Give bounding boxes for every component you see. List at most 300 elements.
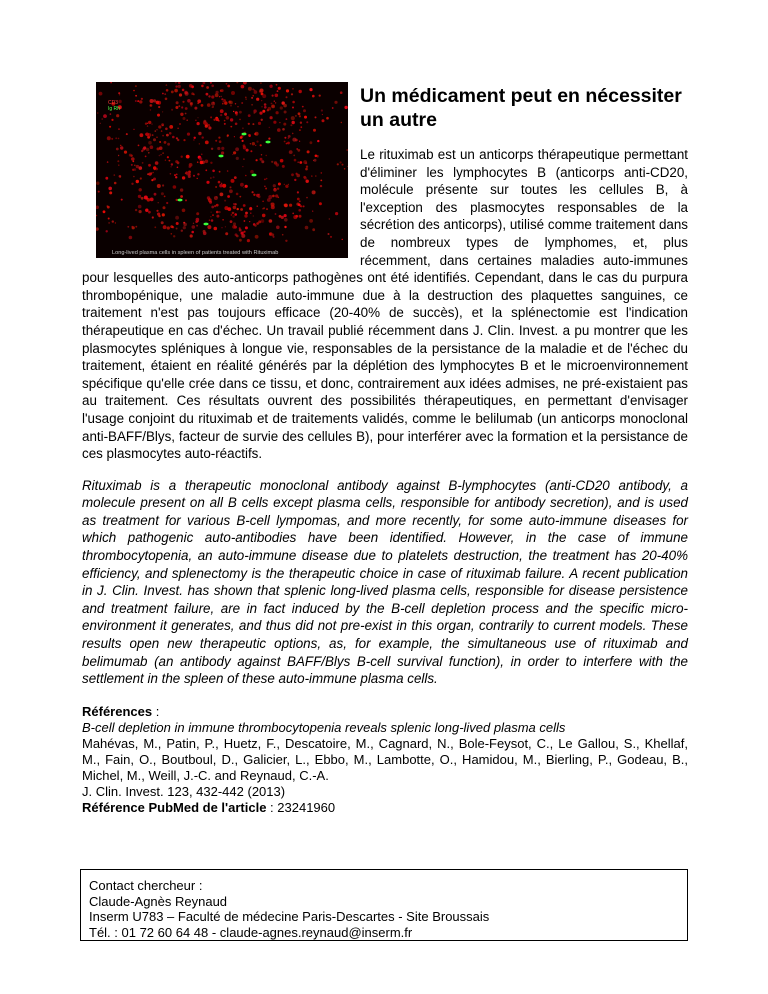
cell-dot bbox=[221, 147, 224, 150]
cell-dot bbox=[174, 89, 178, 93]
references-section bbox=[82, 704, 688, 816]
cell-dot bbox=[162, 135, 164, 137]
cell-dot bbox=[260, 158, 263, 161]
cell-dot bbox=[222, 219, 224, 221]
cell-dot bbox=[205, 125, 208, 128]
cell-dot bbox=[275, 102, 276, 103]
cell-dot bbox=[108, 218, 110, 220]
microscopy-image bbox=[96, 82, 348, 258]
cell-dot bbox=[185, 107, 188, 110]
cell-dot bbox=[175, 216, 179, 220]
cell-dot bbox=[183, 226, 186, 229]
cell-dot bbox=[342, 164, 344, 166]
cell-dot bbox=[214, 205, 216, 207]
cell-dot bbox=[204, 120, 207, 123]
cell-dot bbox=[96, 182, 99, 185]
cell-dot bbox=[134, 165, 136, 167]
cell-dot bbox=[312, 228, 315, 231]
cell-dot bbox=[292, 107, 294, 109]
cell-dot bbox=[206, 181, 209, 184]
cell-dot bbox=[205, 141, 209, 145]
cell-dot bbox=[291, 93, 293, 95]
cell-dot bbox=[124, 151, 127, 154]
cell-dot bbox=[299, 161, 302, 164]
cell-dot bbox=[195, 220, 198, 223]
cell-dot bbox=[111, 138, 113, 140]
cell-dot bbox=[261, 100, 262, 101]
cell-dot bbox=[139, 210, 142, 213]
cell-dot bbox=[145, 123, 147, 125]
cell-dot bbox=[256, 159, 258, 161]
cell-dot bbox=[244, 220, 246, 222]
cell-dot bbox=[211, 206, 214, 209]
cell-dot bbox=[213, 119, 215, 121]
cell-dot bbox=[197, 103, 198, 104]
cell-dot bbox=[164, 93, 166, 95]
cell-dot bbox=[139, 188, 142, 191]
cell-dot bbox=[203, 82, 206, 84]
cell-dot bbox=[150, 198, 154, 202]
cell-dot bbox=[115, 137, 117, 139]
cell-dot bbox=[131, 157, 135, 161]
legend-ig: Ig Rh bbox=[108, 106, 120, 112]
cell-dot bbox=[243, 204, 246, 207]
cell-dot bbox=[240, 136, 243, 139]
cell-dot bbox=[229, 189, 233, 193]
cell-dot bbox=[211, 95, 214, 98]
cell-dot bbox=[103, 114, 107, 118]
cell-dot bbox=[163, 225, 167, 229]
cell-dot bbox=[276, 111, 279, 114]
cell-dot bbox=[140, 133, 144, 137]
cell-dot bbox=[260, 82, 262, 84]
cell-dot bbox=[335, 212, 338, 215]
cell-dot bbox=[239, 229, 242, 232]
cell-dot bbox=[213, 176, 215, 178]
cell-dot bbox=[171, 233, 173, 235]
cell-dot bbox=[210, 82, 212, 84]
cell-dot bbox=[229, 101, 233, 105]
cell-dot bbox=[145, 156, 147, 158]
cell-dot bbox=[279, 122, 280, 123]
cell-dot bbox=[135, 100, 137, 102]
cell-dot bbox=[252, 142, 255, 145]
cell-dot bbox=[231, 179, 235, 183]
cell-dot bbox=[255, 132, 259, 136]
cell-dot bbox=[183, 139, 185, 141]
cell-dot bbox=[230, 105, 231, 106]
cell-dot bbox=[278, 197, 280, 199]
cell-dot bbox=[306, 121, 308, 123]
cell-dot bbox=[203, 232, 207, 236]
cell-dot bbox=[191, 231, 194, 234]
cell-dot bbox=[252, 95, 254, 97]
cell-dot bbox=[286, 143, 288, 145]
cell-dot bbox=[154, 226, 156, 228]
cell-dot bbox=[101, 118, 103, 120]
cell-dot bbox=[159, 155, 161, 157]
cell-dot bbox=[340, 161, 342, 163]
cell-dot bbox=[177, 128, 178, 129]
cell-dot bbox=[215, 140, 217, 142]
cell-dot bbox=[242, 140, 244, 142]
cell-dot bbox=[278, 87, 281, 90]
cell-dot bbox=[227, 85, 230, 88]
cell-dot bbox=[245, 212, 248, 215]
cell-dot bbox=[245, 226, 248, 229]
cell-dot bbox=[222, 103, 224, 105]
cell-dot bbox=[212, 170, 215, 173]
cell-dot bbox=[190, 102, 193, 105]
cell-dot bbox=[300, 205, 302, 207]
cell-dot bbox=[153, 166, 156, 169]
cell-dot bbox=[185, 199, 187, 201]
cell-dot bbox=[294, 179, 296, 181]
cell-dot bbox=[165, 128, 168, 131]
cell-dot bbox=[131, 164, 133, 166]
cell-dot bbox=[252, 191, 254, 193]
cell-dot bbox=[148, 211, 151, 214]
cell-dot bbox=[314, 191, 316, 193]
cell-dot bbox=[250, 143, 251, 144]
cell-dot bbox=[297, 198, 300, 201]
contact-details: Tél. : 01 72 60 64 48 - claude-agnes.reynaud@inserm.fr bbox=[89, 924, 413, 940]
cell-dot bbox=[233, 151, 236, 154]
cell-dot bbox=[291, 116, 295, 120]
cell-dot bbox=[162, 184, 164, 186]
cell-dot bbox=[330, 236, 332, 238]
cell-dot bbox=[235, 233, 238, 236]
contact-heading: Contact chercheur : bbox=[89, 878, 203, 893]
cell-dot bbox=[170, 173, 172, 175]
cell-dot bbox=[295, 115, 297, 117]
cell-dot bbox=[136, 180, 139, 183]
cell-dot bbox=[317, 156, 319, 158]
contact-affiliation: Inserm U783 – Faculté de médecine Paris-Descartes - Site Broussais bbox=[89, 909, 490, 924]
cell-dot bbox=[197, 117, 198, 118]
cell-dot bbox=[290, 124, 292, 126]
cell-dot bbox=[299, 141, 300, 142]
cell-dot bbox=[248, 123, 250, 125]
cell-dot bbox=[298, 209, 301, 212]
cell-dot bbox=[117, 160, 119, 162]
cell-dot bbox=[107, 206, 110, 209]
cell-dot bbox=[268, 107, 272, 111]
cell-dot bbox=[153, 99, 156, 102]
cell-dot bbox=[344, 168, 346, 170]
cell-dot bbox=[268, 138, 270, 140]
cell-dot bbox=[212, 214, 214, 216]
cell-dot bbox=[183, 117, 186, 120]
cell-dot bbox=[160, 154, 161, 155]
cell-dot bbox=[181, 106, 183, 108]
cell-dot bbox=[185, 172, 187, 174]
cell-dot bbox=[131, 226, 133, 228]
cell-dot bbox=[249, 207, 252, 210]
cell-dot bbox=[166, 202, 168, 204]
cell-dot bbox=[239, 239, 242, 242]
cell-dot bbox=[263, 207, 265, 209]
cell-dot bbox=[312, 211, 313, 212]
cell-dot bbox=[253, 194, 255, 196]
cell-dot bbox=[226, 116, 230, 120]
cell-dot bbox=[246, 99, 247, 100]
cell-dot bbox=[213, 106, 214, 107]
cell-dot bbox=[187, 99, 191, 103]
cell-dot bbox=[217, 147, 220, 150]
cell-dot bbox=[292, 133, 294, 135]
cell-dot bbox=[278, 183, 281, 186]
cell-dot bbox=[169, 132, 172, 135]
cell-dot bbox=[222, 184, 226, 188]
cell-dot bbox=[143, 146, 146, 149]
cell-dot bbox=[221, 151, 224, 154]
cell-dot bbox=[299, 215, 302, 218]
cell-dot bbox=[96, 206, 99, 210]
cell-dot bbox=[262, 201, 264, 203]
cell-dot bbox=[243, 144, 246, 147]
cell-dot bbox=[243, 187, 244, 188]
cell-dot bbox=[176, 174, 178, 176]
cell-dot bbox=[289, 204, 292, 207]
cell-dot bbox=[112, 220, 114, 222]
cell-dot bbox=[180, 195, 183, 198]
cell-dot bbox=[151, 172, 153, 174]
cell-dot bbox=[302, 106, 304, 108]
cell-dot bbox=[129, 236, 133, 240]
cell-dot bbox=[219, 96, 220, 97]
cell-dot bbox=[156, 129, 157, 130]
cell-dot bbox=[133, 129, 134, 130]
cell-dot bbox=[288, 135, 291, 138]
cell-dot bbox=[223, 99, 226, 102]
pubmed-label: Référence PubMed de l'article bbox=[82, 799, 267, 815]
cell-dot bbox=[220, 109, 224, 113]
cell-dot bbox=[321, 172, 323, 174]
cell-dot bbox=[216, 211, 219, 214]
cell-dot bbox=[297, 161, 299, 163]
cell-dot bbox=[253, 109, 256, 112]
cell-dot bbox=[273, 121, 276, 124]
cell-dot bbox=[235, 147, 239, 151]
cell-dot bbox=[147, 125, 148, 126]
cell-dot bbox=[184, 91, 188, 95]
cell-dot bbox=[108, 187, 112, 191]
cell-dot bbox=[224, 200, 226, 202]
cell-dot bbox=[207, 225, 211, 229]
cell-dot bbox=[273, 184, 276, 187]
cell-dot bbox=[177, 167, 179, 169]
cell-dot bbox=[161, 221, 164, 224]
cell-dot bbox=[247, 239, 250, 242]
cell-dot bbox=[286, 89, 289, 92]
cell-dot bbox=[183, 223, 187, 227]
cell-dot bbox=[233, 212, 235, 214]
cell-dot bbox=[299, 200, 301, 202]
cell-dot bbox=[155, 130, 157, 132]
cell-dot bbox=[161, 192, 164, 195]
cell-dot bbox=[150, 145, 154, 149]
cell-dot bbox=[140, 177, 142, 179]
cell-dot bbox=[271, 205, 275, 209]
cell-dot bbox=[167, 156, 169, 158]
cell-dot bbox=[221, 183, 223, 185]
cell-dot bbox=[306, 197, 308, 199]
cell-dot bbox=[322, 114, 323, 115]
legend-cd3: CD3 bbox=[108, 100, 119, 106]
cell-dot bbox=[175, 85, 177, 87]
cell-dot bbox=[254, 90, 258, 94]
cell-dot bbox=[266, 155, 267, 156]
cell-dot bbox=[299, 129, 301, 131]
cell-dot bbox=[292, 88, 293, 89]
plasma-cell-dot bbox=[251, 174, 256, 177]
cell-dot bbox=[344, 106, 347, 109]
cell-dot bbox=[116, 148, 119, 151]
cell-dot bbox=[311, 175, 313, 177]
cell-dot bbox=[190, 234, 193, 237]
cell-dot bbox=[173, 185, 177, 189]
cell-dot bbox=[193, 175, 195, 177]
cell-dot bbox=[138, 205, 142, 209]
cell-dot bbox=[162, 213, 165, 216]
cell-dot bbox=[118, 128, 120, 130]
cell-dot bbox=[271, 161, 273, 163]
cell-dot bbox=[340, 91, 343, 94]
cell-dot bbox=[303, 109, 306, 112]
cell-dot bbox=[216, 204, 219, 207]
cell-dot bbox=[296, 174, 300, 178]
cell-dot bbox=[202, 136, 204, 138]
cell-dot bbox=[156, 101, 160, 105]
cell-dot bbox=[232, 215, 234, 217]
cell-dot bbox=[260, 144, 262, 146]
cell-dot bbox=[300, 126, 302, 128]
cell-dot bbox=[219, 184, 222, 187]
cell-dot bbox=[215, 93, 219, 97]
cell-dot bbox=[186, 119, 188, 121]
cell-dot bbox=[127, 226, 129, 228]
cell-dot bbox=[221, 89, 224, 92]
cell-dot bbox=[96, 215, 97, 217]
cell-dot bbox=[216, 91, 219, 94]
cell-dot bbox=[141, 98, 143, 100]
cell-dot bbox=[173, 235, 175, 237]
cell-dot bbox=[283, 104, 287, 108]
cell-dot bbox=[270, 116, 273, 119]
cell-dot bbox=[199, 157, 202, 160]
figure-legend bbox=[108, 100, 120, 112]
cell-dot bbox=[241, 85, 245, 89]
cell-dot bbox=[241, 232, 244, 235]
cell-dot bbox=[159, 146, 163, 150]
cell-dot bbox=[210, 177, 212, 179]
cell-dot bbox=[224, 206, 228, 210]
cell-dot bbox=[176, 101, 179, 104]
cell-dot bbox=[230, 186, 232, 188]
cell-dot bbox=[261, 219, 265, 223]
cell-dot bbox=[107, 136, 111, 140]
cell-dot bbox=[142, 162, 144, 164]
cell-dot bbox=[274, 188, 276, 190]
reference-journal: J. Clin. Invest. 123, 432-442 (2013) bbox=[82, 783, 286, 799]
cell-dot bbox=[218, 211, 220, 213]
cell-dot bbox=[347, 166, 348, 167]
cell-dot bbox=[179, 93, 182, 96]
microscopy-figure bbox=[96, 82, 348, 258]
article bbox=[82, 78, 688, 816]
cell-dot bbox=[256, 98, 259, 101]
cell-dot bbox=[303, 176, 306, 179]
cell-dot bbox=[151, 123, 152, 124]
cell-dot bbox=[297, 191, 299, 193]
cell-dot bbox=[105, 177, 108, 180]
cell-dot bbox=[170, 166, 171, 167]
cell-dot bbox=[97, 112, 98, 113]
cell-dot bbox=[131, 183, 133, 185]
cell-dot bbox=[194, 107, 197, 110]
cell-dot bbox=[235, 103, 236, 104]
cell-dot bbox=[251, 104, 253, 106]
cell-dot bbox=[314, 159, 317, 162]
cell-dot bbox=[210, 116, 212, 118]
references-separator: : bbox=[152, 703, 160, 719]
cell-dot bbox=[175, 106, 178, 109]
cell-dot bbox=[250, 213, 251, 214]
cell-dot bbox=[313, 129, 316, 132]
cell-dot bbox=[225, 232, 228, 235]
cell-dot bbox=[265, 188, 267, 190]
cell-dot bbox=[237, 106, 238, 107]
cell-dot bbox=[245, 185, 248, 188]
cell-dot bbox=[167, 143, 170, 146]
plasma-cell-dot bbox=[218, 155, 223, 158]
cell-dot bbox=[182, 176, 185, 179]
cell-dot bbox=[284, 141, 286, 143]
cell-dot bbox=[158, 106, 160, 108]
cell-dot bbox=[99, 92, 103, 96]
cell-dot bbox=[157, 213, 160, 216]
cell-dot bbox=[277, 188, 279, 190]
cell-dot bbox=[118, 138, 120, 140]
cell-dot bbox=[166, 89, 169, 92]
cell-dot bbox=[139, 100, 142, 103]
cell-dot bbox=[219, 171, 221, 173]
cell-dot bbox=[299, 90, 302, 93]
cell-dot bbox=[180, 113, 183, 116]
cell-dot bbox=[292, 138, 296, 142]
cell-dot bbox=[227, 170, 229, 172]
cell-dot bbox=[186, 155, 190, 159]
cell-dot bbox=[218, 181, 221, 184]
cell-dot bbox=[236, 157, 239, 160]
cell-dot bbox=[210, 216, 211, 217]
cell-dot bbox=[260, 89, 264, 93]
cell-dot bbox=[141, 197, 144, 200]
cell-dot bbox=[235, 123, 238, 126]
cell-dot bbox=[209, 201, 212, 204]
cell-dot bbox=[250, 170, 254, 174]
cell-dot bbox=[120, 176, 121, 177]
cell-dot bbox=[171, 163, 173, 165]
cell-dot bbox=[119, 94, 120, 95]
cell-dot bbox=[298, 112, 301, 115]
cell-dot bbox=[341, 122, 342, 123]
cell-dot bbox=[282, 234, 284, 236]
cell-dot bbox=[141, 150, 143, 152]
cell-dot bbox=[96, 227, 99, 230]
cell-dot bbox=[230, 118, 233, 121]
